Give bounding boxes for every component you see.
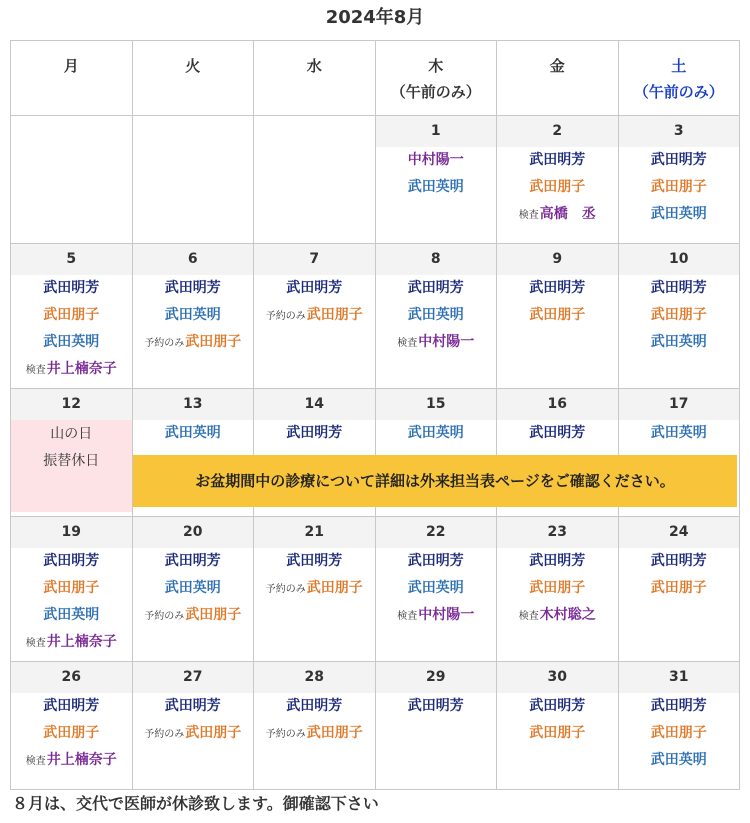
calendar-week-row	[11, 243, 740, 388]
empty-day-cell	[254, 116, 376, 244]
holiday-label: 山の日	[50, 426, 93, 443]
day-number: 13	[133, 389, 254, 420]
doctor-name: 武田朋子	[650, 725, 707, 742]
day-cell	[254, 243, 376, 388]
weekday-label: 月	[63, 57, 79, 75]
day-number: 30	[497, 662, 618, 693]
doctor-name: 武田英明	[407, 179, 464, 195]
day-cell	[254, 662, 376, 790]
doctor-name: 武田明芳	[286, 279, 343, 296]
doctor-name: 武田明芳	[650, 279, 707, 296]
doctor-entry	[133, 302, 254, 329]
doctor-name: 武田英明	[43, 606, 100, 623]
day-number: 21	[254, 517, 375, 548]
doctor-name: 武田朋子	[43, 306, 100, 323]
doctor-name: 武田英明	[407, 579, 464, 596]
doctor-entry	[497, 275, 618, 302]
doctor-name: 武田朋子	[529, 179, 586, 195]
entry-note: 予約のみ	[144, 337, 185, 349]
doctor-name: 武田朋子	[650, 306, 707, 323]
doctor-name: 武田明芳	[529, 152, 586, 168]
doctor-name: 武田明芳	[650, 152, 707, 168]
day-number: 12	[11, 389, 132, 420]
day-number: 19	[11, 517, 132, 548]
day-number: 24	[619, 517, 740, 548]
doctor-entry	[497, 147, 618, 174]
doctor-entry	[376, 575, 497, 602]
doctor-name: 武田英明	[650, 752, 707, 769]
doctor-name: 武田英明	[43, 333, 100, 350]
entry-note: 予約のみ	[265, 583, 306, 595]
day-cell	[497, 243, 619, 388]
day-cell	[132, 516, 254, 661]
doctor-name: 武田英明	[650, 333, 707, 350]
day-number: 26	[11, 662, 132, 693]
doctor-name: 武田朋子	[306, 579, 363, 596]
day-cell	[11, 516, 133, 661]
doctor-entry	[133, 602, 254, 630]
doctor-entry	[497, 602, 618, 630]
doctor-name: 武田明芳	[286, 552, 343, 569]
doctor-name: 武田朋子	[306, 725, 363, 742]
doctor-name: 武田朋子	[306, 306, 363, 323]
day-cell	[618, 243, 740, 388]
doctor-entry	[11, 356, 132, 384]
day-cell	[497, 516, 619, 661]
doctor-entry	[619, 275, 740, 302]
entry-note: 検査	[518, 210, 539, 221]
weekday-header	[497, 41, 619, 116]
doctor-entry	[619, 747, 740, 774]
weekday-label: 木	[428, 57, 444, 75]
day-number: 10	[619, 244, 740, 275]
doctor-name: 武田朋子	[529, 306, 586, 323]
doctor-entry	[11, 548, 132, 575]
day-cell	[254, 516, 376, 661]
day-number: 17	[619, 389, 740, 420]
doctor-entry	[254, 420, 375, 447]
day-cell	[618, 516, 740, 661]
doctor-entry	[619, 693, 740, 720]
empty-day-cell	[11, 116, 133, 244]
doctor-name: 武田明芳	[529, 279, 586, 296]
doctor-entry	[619, 302, 740, 329]
doctor-name: 武田明芳	[43, 698, 100, 715]
day-number: 23	[497, 517, 618, 548]
doctor-entry	[254, 275, 375, 302]
day-number: 31	[619, 662, 740, 693]
calendar-week-row	[11, 662, 740, 790]
doctor-entry	[619, 329, 740, 356]
weekday-label: 火	[185, 57, 201, 75]
doctor-entry	[376, 602, 497, 630]
day-cell	[618, 662, 740, 790]
day-number: 5	[11, 244, 132, 275]
weekday-header	[254, 41, 376, 116]
entry-note: 検査	[25, 364, 46, 376]
doctor-entry	[376, 420, 497, 447]
doctor-entry	[497, 174, 618, 201]
doctor-name: 井上楠奈子	[46, 360, 117, 377]
doctor-entry	[254, 720, 375, 748]
schedule-calendar	[10, 40, 740, 790]
doctor-entry	[376, 174, 497, 201]
doctor-entry	[619, 420, 740, 447]
doctor-entry	[376, 329, 497, 357]
doctor-entry	[376, 548, 497, 575]
day-number: 3	[619, 116, 740, 147]
doctor-entry	[11, 747, 132, 775]
doctor-name: 中村陽一	[407, 152, 464, 168]
doctor-name: 武田朋子	[529, 725, 586, 742]
doctor-entry	[497, 201, 618, 229]
day-number: 1	[376, 116, 497, 147]
doctor-entry	[11, 275, 132, 302]
doctor-name: 井上楠奈子	[46, 633, 117, 650]
doctor-name: 武田英明	[407, 306, 464, 323]
entry-note: 検査	[518, 610, 539, 622]
doctor-name: 武田明芳	[286, 698, 343, 715]
doctor-name: 武田明芳	[407, 698, 464, 715]
doctor-name: 武田英明	[164, 306, 221, 323]
doctor-entry	[133, 420, 254, 447]
weekday-label: 土	[671, 57, 687, 75]
day-cell	[618, 116, 740, 244]
doctor-entry	[497, 693, 618, 720]
doctor-entry	[11, 302, 132, 329]
doctor-entry	[497, 720, 618, 747]
doctor-entry	[497, 575, 618, 602]
footnote-text: ８月は、交代で医師が休診致します。御確認下さい	[12, 794, 379, 813]
doctor-name: 武田朋子	[43, 579, 100, 596]
doctor-name: 木村聡之	[539, 606, 596, 623]
day-number: 2	[497, 116, 618, 147]
calendar-title: 2024年8月	[325, 7, 425, 28]
doctor-entry	[11, 602, 132, 629]
day-number: 9	[497, 244, 618, 275]
doctor-entry	[11, 329, 132, 356]
day-cell	[497, 662, 619, 790]
entry-note: 予約のみ	[265, 729, 306, 741]
doctor-name: 武田明芳	[164, 698, 221, 715]
entry-note: 検査	[397, 337, 418, 349]
day-cell	[11, 389, 133, 517]
day-number: 27	[133, 662, 254, 693]
doctor-name: 武田英明	[650, 206, 707, 222]
doctor-entry	[376, 302, 497, 329]
doctor-entry	[376, 275, 497, 302]
holiday-block	[11, 420, 132, 512]
day-cell	[375, 662, 497, 790]
doctor-entry	[11, 629, 132, 657]
doctor-name: 武田明芳	[529, 425, 586, 442]
doctor-name: 武田朋子	[185, 725, 242, 742]
doctor-name: 高橋 丞	[539, 206, 596, 222]
weekday-header	[132, 41, 254, 116]
doctor-entry	[619, 720, 740, 747]
day-number: 20	[133, 517, 254, 548]
weekday-header	[618, 41, 740, 116]
doctor-entry	[619, 575, 740, 602]
entry-note: 検査	[397, 610, 418, 622]
doctor-entry	[11, 720, 132, 747]
doctor-name: 井上楠奈子	[46, 752, 117, 769]
doctor-entry	[619, 147, 740, 174]
weekday-note: （午前のみ）	[390, 83, 481, 101]
doctor-entry	[497, 302, 618, 329]
doctor-entry	[133, 720, 254, 748]
holiday-label: 振替休日	[43, 453, 100, 470]
doctor-name: 武田明芳	[650, 552, 707, 569]
day-number: 7	[254, 244, 375, 275]
doctor-entry	[133, 275, 254, 302]
doctor-name: 武田朋子	[43, 725, 100, 742]
doctor-entry	[497, 420, 618, 447]
day-cell	[497, 116, 619, 244]
doctor-name: 武田明芳	[650, 698, 707, 715]
weekday-label: 金	[549, 57, 565, 75]
empty-day-cell	[132, 116, 254, 244]
doctor-name: 武田明芳	[164, 279, 221, 296]
weekday-header	[11, 41, 133, 116]
day-cell	[375, 516, 497, 661]
entry-note: 予約のみ	[144, 610, 185, 622]
doctor-name: 武田朋子	[650, 179, 707, 195]
entry-note: 予約のみ	[265, 310, 306, 322]
doctor-name: 中村陽一	[418, 333, 475, 350]
day-cell	[132, 243, 254, 388]
day-number: 22	[376, 517, 497, 548]
day-number: 6	[133, 244, 254, 275]
doctor-entry	[376, 147, 497, 174]
weekday-header	[375, 41, 497, 116]
doctor-name: 武田英明	[164, 579, 221, 596]
doctor-name: 武田明芳	[407, 552, 464, 569]
day-number: 8	[376, 244, 497, 275]
doctor-entry	[619, 174, 740, 201]
calendar-week-row	[11, 116, 740, 244]
doctor-name: 武田朋子	[185, 606, 242, 623]
doctor-name: 武田朋子	[650, 579, 707, 596]
doctor-name: 武田明芳	[43, 279, 100, 296]
entry-note: 予約のみ	[144, 729, 185, 741]
day-cell	[11, 662, 133, 790]
day-cell	[375, 243, 497, 388]
doctor-entry	[11, 575, 132, 602]
entry-note: 検査	[25, 637, 46, 649]
day-number: 14	[254, 389, 375, 420]
doctor-entry	[11, 693, 132, 720]
obon-notice-banner[interactable]: お盆期間中の診療について詳細は外来担当表ページをご確認ください。	[133, 455, 737, 507]
day-number: 29	[376, 662, 497, 693]
doctor-name: 武田朋子	[529, 579, 586, 596]
weekday-header-row	[11, 41, 740, 116]
doctor-name: 武田英明	[164, 425, 221, 442]
weekday-label: 水	[306, 57, 322, 75]
doctor-entry	[133, 693, 254, 720]
day-cell	[132, 662, 254, 790]
doctor-entry	[254, 302, 375, 330]
calendar-body	[11, 116, 740, 790]
doctor-name: 武田明芳	[529, 698, 586, 715]
calendar-week-row	[11, 516, 740, 661]
doctor-name: 武田明芳	[164, 552, 221, 569]
doctor-entry	[254, 575, 375, 603]
doctor-name: 武田英明	[650, 425, 707, 442]
doctor-name: 武田朋子	[185, 333, 242, 350]
doctor-name: 武田明芳	[529, 552, 586, 569]
doctor-entry	[254, 693, 375, 720]
day-number: 15	[376, 389, 497, 420]
doctor-entry	[376, 693, 497, 720]
doctor-name: 武田英明	[407, 425, 464, 442]
doctor-name: 武田明芳	[286, 425, 343, 442]
doctor-entry	[133, 329, 254, 357]
weekday-note: （午前のみ）	[633, 83, 724, 101]
doctor-name: 武田明芳	[407, 279, 464, 296]
doctor-entry	[497, 548, 618, 575]
doctor-entry	[133, 575, 254, 602]
doctor-entry	[254, 548, 375, 575]
doctor-entry	[619, 548, 740, 575]
day-number: 28	[254, 662, 375, 693]
day-cell	[375, 116, 497, 244]
doctor-name: 武田明芳	[43, 552, 100, 569]
day-number: 16	[497, 389, 618, 420]
doctor-name: 中村陽一	[418, 606, 475, 623]
day-cell	[11, 243, 133, 388]
entry-note: 検査	[25, 756, 46, 768]
doctor-entry	[133, 548, 254, 575]
doctor-entry	[619, 201, 740, 228]
